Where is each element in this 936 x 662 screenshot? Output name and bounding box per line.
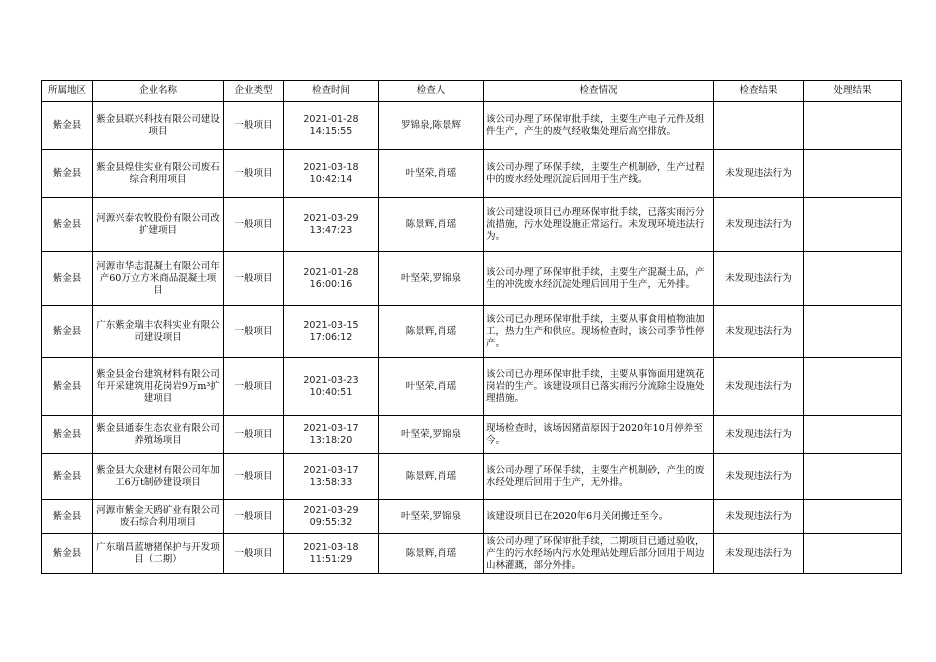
check-date: 2021-03-23 — [303, 374, 359, 386]
inspector-cell: 罗锦泉,陈景辉 — [379, 102, 484, 150]
table-row — [42, 150, 902, 198]
situation-cell: 该公司已办理环保审批手续，主要从事食用植物油加工，热力生产和供应。现场检查时，该公司季节性停产。 — [484, 306, 714, 358]
region-cell: 紫金县 — [42, 500, 93, 534]
result-cell: 未发现违法行为 — [714, 252, 804, 306]
situation-cell: 该公司已办理环保审批手续，主要从事饰面用建筑花岗岩的生产。该建设项目已落实雨污分流除尘设施处理措施。 — [484, 358, 714, 416]
header-region: 所属地区 — [42, 81, 93, 102]
region-cell: 紫金县 — [42, 102, 93, 150]
inspector-cell: 叶坚荣,罗锦泉 — [379, 416, 484, 454]
type-cell: 一般项目 — [224, 358, 284, 416]
company-cell: 河源兴泰农牧股份有限公司改扩建项目 — [93, 198, 224, 252]
result-cell: 未发现违法行为 — [714, 454, 804, 500]
check-date: 2021-03-29 — [303, 504, 359, 516]
situation-cell: 该公司建设项目已办理环保审批手续，已落实雨污分流措施，污水处理设施正常运行。未发现环境违法行为。 — [484, 198, 714, 252]
check-date: 2021-03-17 — [303, 422, 359, 434]
region-cell: 紫金县 — [42, 454, 93, 500]
check-date: 2021-03-18 — [303, 161, 359, 173]
inspector-cell: 叶坚荣,肖瑶 — [379, 150, 484, 198]
handling-cell — [804, 416, 902, 454]
table-row — [42, 416, 902, 454]
check-date: 2021-01-28 — [303, 113, 359, 125]
company-cell: 广东紫金瑞丰农科实业有限公司建设项目 — [93, 306, 224, 358]
region-cell: 紫金县 — [42, 252, 93, 306]
company-cell: 广东瑞昌蓝塘猪保护与开发项目（二期） — [93, 534, 224, 574]
check-time: 13:58:33 — [309, 476, 353, 488]
handling-cell — [804, 500, 902, 534]
check-date: 2021-03-15 — [303, 319, 359, 331]
company-cell: 紫金县通泰生态农业有限公司养殖场项目 — [93, 416, 224, 454]
company-cell: 紫金县联兴科技有限公司建设项目 — [93, 102, 224, 150]
region-cell: 紫金县 — [42, 150, 93, 198]
result-cell: 未发现违法行为 — [714, 358, 804, 416]
check-date: 2021-01-28 — [303, 266, 359, 278]
check-date: 2021-03-29 — [303, 212, 359, 224]
inspector-cell: 叶坚荣,罗锦泉 — [379, 252, 484, 306]
check-date: 2021-03-18 — [303, 541, 359, 553]
table-row — [42, 500, 902, 534]
time-cell — [284, 198, 379, 252]
type-cell: 一般项目 — [224, 306, 284, 358]
table-row — [42, 454, 902, 500]
result-cell: 未发现违法行为 — [714, 198, 804, 252]
time-cell — [284, 534, 379, 574]
check-time: 17:06:12 — [309, 331, 353, 343]
check-time: 13:18:20 — [309, 434, 353, 446]
time-cell — [284, 454, 379, 500]
handling-cell — [804, 150, 902, 198]
company-cell: 紫金县煌佳实业有限公司废石综合利用项目 — [93, 150, 224, 198]
result-cell: 未发现违法行为 — [714, 416, 804, 454]
region-cell: 紫金县 — [42, 198, 93, 252]
header-result: 检查结果 — [714, 81, 804, 102]
result-cell: 未发现违法行为 — [714, 150, 804, 198]
company-cell: 河源市华志混凝土有限公司年产60万立方米商品混凝土项目 — [93, 252, 224, 306]
result-cell: 未发现违法行为 — [714, 306, 804, 358]
type-cell: 一般项目 — [224, 534, 284, 574]
company-cell: 河源市紫金天鸥矿业有限公司废石综合利用项目 — [93, 500, 224, 534]
header-company: 企业名称 — [93, 81, 224, 102]
table-row — [42, 198, 902, 252]
type-cell: 一般项目 — [224, 150, 284, 198]
result-cell — [714, 102, 804, 150]
time-cell — [284, 150, 379, 198]
handling-cell — [804, 454, 902, 500]
type-cell: 一般项目 — [224, 454, 284, 500]
header-inspector: 检查人 — [379, 81, 484, 102]
header-situation: 检查情况 — [484, 81, 714, 102]
region-cell: 紫金县 — [42, 416, 93, 454]
check-time: 10:40:51 — [309, 386, 353, 398]
handling-cell — [804, 252, 902, 306]
table-row — [42, 306, 902, 358]
situation-cell: 现场检查时，该场因猪苗原因于2020年10月停养至今。 — [484, 416, 714, 454]
table-row — [42, 534, 902, 574]
table-row — [42, 358, 902, 416]
handling-cell — [804, 534, 902, 574]
company-cell: 紫金县大众建材有限公司年加工6万t制砂建设项目 — [93, 454, 224, 500]
region-cell: 紫金县 — [42, 534, 93, 574]
check-time: 14:15:55 — [309, 125, 353, 137]
situation-cell: 该公司办理了环保审批手续，主要生产混凝土品，产生的冲洗废水经沉淀处理后回用于生产，无外排。 — [484, 252, 714, 306]
header-row — [42, 81, 902, 102]
time-cell — [284, 306, 379, 358]
type-cell: 一般项目 — [224, 198, 284, 252]
region-cell: 紫金县 — [42, 306, 93, 358]
situation-cell: 该公司办理了环保手续，主要生产机制砂，产生的废水经处理后回用于生产，无外排。 — [484, 454, 714, 500]
result-cell: 未发现违法行为 — [714, 534, 804, 574]
type-cell: 一般项目 — [224, 416, 284, 454]
inspector-cell: 陈景辉,肖瑶 — [379, 198, 484, 252]
header-handling: 处理结果 — [804, 81, 902, 102]
handling-cell — [804, 358, 902, 416]
handling-cell — [804, 102, 902, 150]
type-cell: 一般项目 — [224, 252, 284, 306]
check-time: 09:55:32 — [309, 516, 353, 528]
type-cell: 一般项目 — [224, 102, 284, 150]
check-date: 2021-03-17 — [303, 464, 359, 476]
time-cell — [284, 416, 379, 454]
check-time: 10:42:14 — [309, 173, 353, 185]
inspection-table — [41, 80, 902, 574]
type-cell: 一般项目 — [224, 500, 284, 534]
inspector-cell: 陈景辉,肖瑶 — [379, 454, 484, 500]
inspector-cell: 叶坚荣,罗锦泉 — [379, 500, 484, 534]
region-cell: 紫金县 — [42, 358, 93, 416]
situation-cell: 该公司办理了环保审批手续，二期项目已通过验收，产生的污水经场内污水处理站处理后部分回用于周边山林灌溉，部分外排。 — [484, 534, 714, 574]
check-time: 16:00:16 — [309, 278, 353, 290]
time-cell — [284, 500, 379, 534]
inspector-cell: 陈景辉,肖瑶 — [379, 534, 484, 574]
handling-cell — [804, 198, 902, 252]
table-row — [42, 102, 902, 150]
situation-cell: 该公司办理了环保手续，主要生产机制砂，生产过程中的废水经处理沉淀后回用于生产线。 — [484, 150, 714, 198]
check-time: 11:51:29 — [309, 553, 353, 565]
table-row — [42, 252, 902, 306]
inspector-cell: 陈景辉,肖瑶 — [379, 306, 484, 358]
situation-cell: 该公司办理了环保审批手续，主要生产电子元件及组件生产，产生的废气经收集处理后高空排放。 — [484, 102, 714, 150]
time-cell — [284, 358, 379, 416]
handling-cell — [804, 306, 902, 358]
time-cell — [284, 102, 379, 150]
check-time: 13:47:23 — [309, 224, 353, 236]
situation-cell: 该建设项目已在2020年6月关闭搬迁至今。 — [484, 500, 714, 534]
inspector-cell: 叶坚荣,肖瑶 — [379, 358, 484, 416]
header-time: 检查时间 — [284, 81, 379, 102]
company-cell: 紫金县金台建筑材料有限公司年开采建筑用花岗岩9万m³扩建项目 — [93, 358, 224, 416]
time-cell — [284, 252, 379, 306]
header-type: 企业类型 — [224, 81, 284, 102]
result-cell: 未发现违法行为 — [714, 500, 804, 534]
